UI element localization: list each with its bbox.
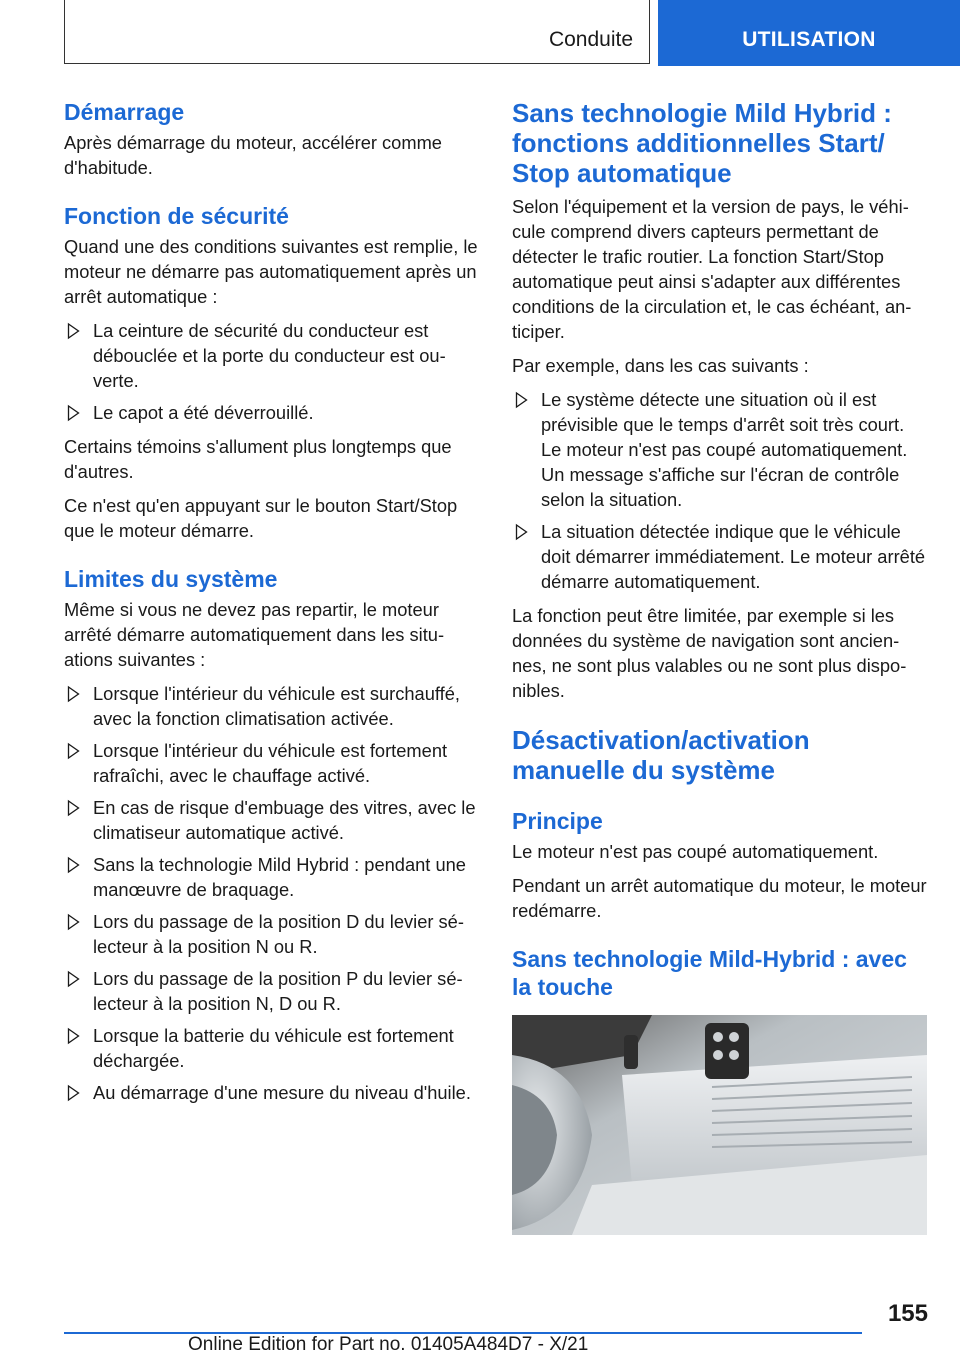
bullet-triangle-icon xyxy=(515,523,528,541)
list-item: Lorsque la batterie du véhicule est fortement déchargée. xyxy=(64,1023,479,1073)
header-section-title: Conduite xyxy=(548,28,633,51)
page-header xyxy=(0,0,960,66)
paragraph-principe-1: Le moteur n'est pas coupé automatiquement. xyxy=(512,841,879,862)
bullet-triangle-icon xyxy=(515,391,528,409)
bullet-triangle-icon xyxy=(67,742,80,760)
list-securite xyxy=(64,318,479,425)
bullet-triangle-icon xyxy=(67,322,80,340)
bullet-triangle-icon xyxy=(67,404,80,422)
list-item: Le capot a été déverrouillé. xyxy=(64,400,479,425)
bullet-triangle-icon xyxy=(67,1084,80,1102)
heading-principe: Principe xyxy=(512,808,603,834)
list-item: La ceinture de sécurité du conducteur est débouclée et la porte du conducteur est ouverte. xyxy=(64,318,479,393)
bullet-triangle-icon xyxy=(67,913,80,931)
heading-securite: Fonction de sécurité xyxy=(64,203,289,229)
list-item: Lors du passage de la position D du levier sélecteur à la position N ou R. xyxy=(64,909,479,959)
paragraph-temoins: Certains témoins s'allument plus longtemps que d'autres. xyxy=(64,436,452,482)
bullet-triangle-icon xyxy=(67,970,80,988)
paragraph-demarrage: Après démarrage du moteur, accélérer comme d'habitude. xyxy=(64,132,442,178)
bullet-triangle-icon xyxy=(67,685,80,703)
paragraph-exemple: Par exemple, dans les cas suivants : xyxy=(512,355,809,376)
list-item: Au démarrage d'une mesure du niveau d'huile. xyxy=(64,1080,479,1105)
list-item: En cas de risque d'embuage des vitres, avec le climatiseur automatique activé. xyxy=(64,795,479,845)
list-item: Lors du passage de la position P du levier sélecteur à la position N, D ou R. xyxy=(64,966,479,1016)
list-limites xyxy=(64,681,479,1105)
heading-desactivation: Désactivation/activation manuelle du système xyxy=(512,725,810,785)
list-item: Lorsque l'intérieur du véhicule est surchauffé, avec la fonction climatisation activée. xyxy=(64,681,479,731)
header-chapter-tab: UTILISATION xyxy=(658,0,960,66)
bullet-triangle-icon xyxy=(67,1027,80,1045)
bullet-triangle-icon xyxy=(67,856,80,874)
footer-edition: Online Edition for Part no. 01405A484D7 - X/21 xyxy=(188,1334,589,1355)
paragraph-limites: Même si vous ne devez pas repartir, le moteur arrêté démarre automatiquement dans les situations suivantes : xyxy=(64,599,445,670)
list-exemples xyxy=(512,387,927,594)
page-number: 155 xyxy=(887,1300,928,1327)
paragraph-principe-2: Pendant un arrêt automatique du moteur, le moteur redémarre. xyxy=(512,875,927,921)
header-box xyxy=(64,0,650,64)
right-column xyxy=(512,98,927,1235)
heading-sans-mild-hybrid: Sans technologie Mild Hybrid : fonctions additionnelles Start/ Stop automatique xyxy=(512,98,892,188)
paragraph-bouton-start-stop: Ce n'est qu'en appuyant sur le bouton Start/Stop que le moteur démarre. xyxy=(64,495,458,541)
heading-avec-touche: Sans technologie Mild-Hybrid : avec la touche xyxy=(512,946,907,1000)
list-item: Lorsque l'intérieur du véhicule est fortement rafraîchi, avec le chauffage activé. xyxy=(64,738,479,788)
list-item: La situation détectée indique que le véhicule doit démarrer immédiatement. Le moteur arrêté démarre automatiquement. xyxy=(512,519,927,594)
list-item: Le système détecte une situation où il est prévisible que le temps d'arrêt soit très court. Le moteur n'est pas coupé automatiquement. Un message s'affiche sur l'écran de contrôle selon la situation. xyxy=(512,387,927,512)
left-column xyxy=(64,98,479,1114)
bullet-triangle-icon xyxy=(67,799,80,817)
paragraph-capteurs: Selon l'équipement et la version de pays, le véhicule comprend divers capteurs permettant de détecter le trafic routier. La fonction Start/Stop automatique peut ainsi s'adapter aux différentes conditions de la circulation et, le cas échéant, anticiper. xyxy=(512,196,912,342)
heading-demarrage: Démarrage xyxy=(64,99,185,125)
paragraph-securite: Quand une des conditions suivantes est remplie, le moteur ne démarre pas automatiquement après un arrêt automatique : xyxy=(64,236,478,307)
list-item: Sans la technologie Mild Hybrid : pendant une manœuvre de braquage. xyxy=(64,852,479,902)
dashboard-button-photo xyxy=(512,1015,927,1235)
paragraph-limitee: La fonction peut être limitée, par exemple si les données du système de navigation sont anciennes, ne sont plus valables ou ne sont plus disponibles. xyxy=(512,605,907,701)
heading-limites: Limites du système xyxy=(64,566,278,592)
